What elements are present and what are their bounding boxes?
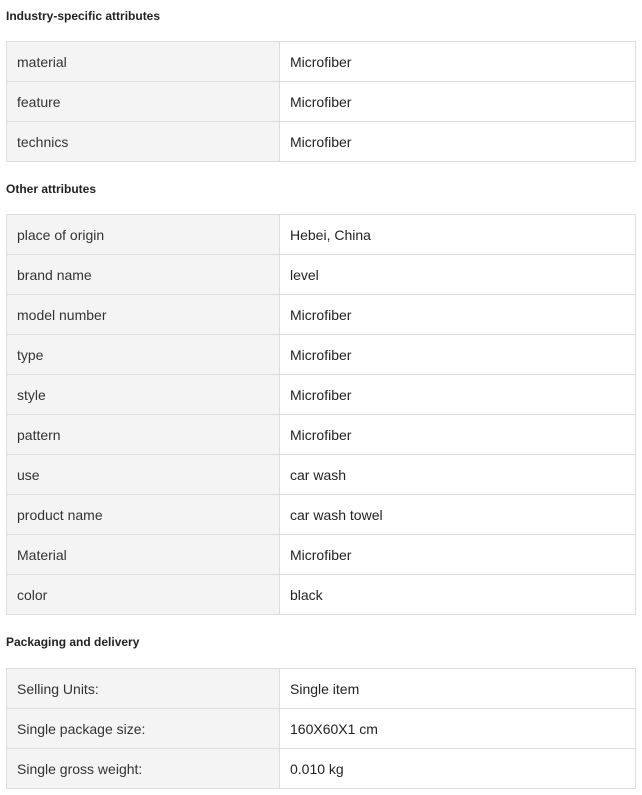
- table-row: [7, 575, 636, 615]
- industry-attributes-table: [6, 41, 636, 162]
- table-row: [7, 42, 636, 82]
- attribute-value: Microfiber: [280, 82, 636, 122]
- packaging-delivery-table: [6, 668, 636, 789]
- table-row: [7, 215, 636, 255]
- table-row: [7, 335, 636, 375]
- attribute-key: color: [7, 575, 280, 615]
- attribute-value: Microfiber: [280, 295, 636, 335]
- attribute-value: Microfiber: [280, 535, 636, 575]
- attribute-value: 160X60X1 cm: [280, 709, 636, 749]
- attribute-value: Hebei, China: [280, 215, 636, 255]
- industry-attributes-title: Industry-specific attributes: [6, 9, 161, 23]
- table-row: [7, 749, 636, 789]
- attribute-key: Single package size:: [7, 709, 280, 749]
- table-row: [7, 295, 636, 335]
- attribute-key: brand name: [7, 255, 280, 295]
- table-row: [7, 82, 636, 122]
- attribute-value: level: [280, 255, 636, 295]
- attribute-value: Microfiber: [280, 415, 636, 455]
- table-row: [7, 255, 636, 295]
- table-row: [7, 375, 636, 415]
- attribute-key: Selling Units:: [7, 669, 280, 709]
- attribute-key: type: [7, 335, 280, 375]
- attribute-key: place of origin: [7, 215, 280, 255]
- attribute-value: car wash: [280, 455, 636, 495]
- attribute-value: car wash towel: [280, 495, 636, 535]
- attribute-key: Single gross weight:: [7, 749, 280, 789]
- attribute-key: product name: [7, 495, 280, 535]
- table-row: [7, 495, 636, 535]
- other-attributes-table: [6, 214, 636, 615]
- attribute-key: style: [7, 375, 280, 415]
- table-row: [7, 455, 636, 495]
- attribute-key: model number: [7, 295, 280, 335]
- attribute-key: material: [7, 42, 280, 82]
- attribute-key: Material: [7, 535, 280, 575]
- attribute-key: feature: [7, 82, 280, 122]
- attribute-key: pattern: [7, 415, 280, 455]
- table-row: [7, 122, 636, 162]
- packaging-delivery-title: Packaging and delivery: [6, 635, 140, 649]
- table-row: [7, 709, 636, 749]
- attribute-value: black: [280, 575, 636, 615]
- attribute-value: Microfiber: [280, 335, 636, 375]
- attribute-value: 0.010 kg: [280, 749, 636, 789]
- attribute-value: Microfiber: [280, 122, 636, 162]
- attribute-key: technics: [7, 122, 280, 162]
- attribute-key: use: [7, 455, 280, 495]
- table-row: [7, 415, 636, 455]
- table-row: [7, 669, 636, 709]
- table-row: [7, 535, 636, 575]
- attribute-value: Microfiber: [280, 375, 636, 415]
- other-attributes-title: Other attributes: [6, 182, 97, 196]
- attribute-value: Microfiber: [280, 42, 636, 82]
- attribute-value: Single item: [280, 669, 636, 709]
